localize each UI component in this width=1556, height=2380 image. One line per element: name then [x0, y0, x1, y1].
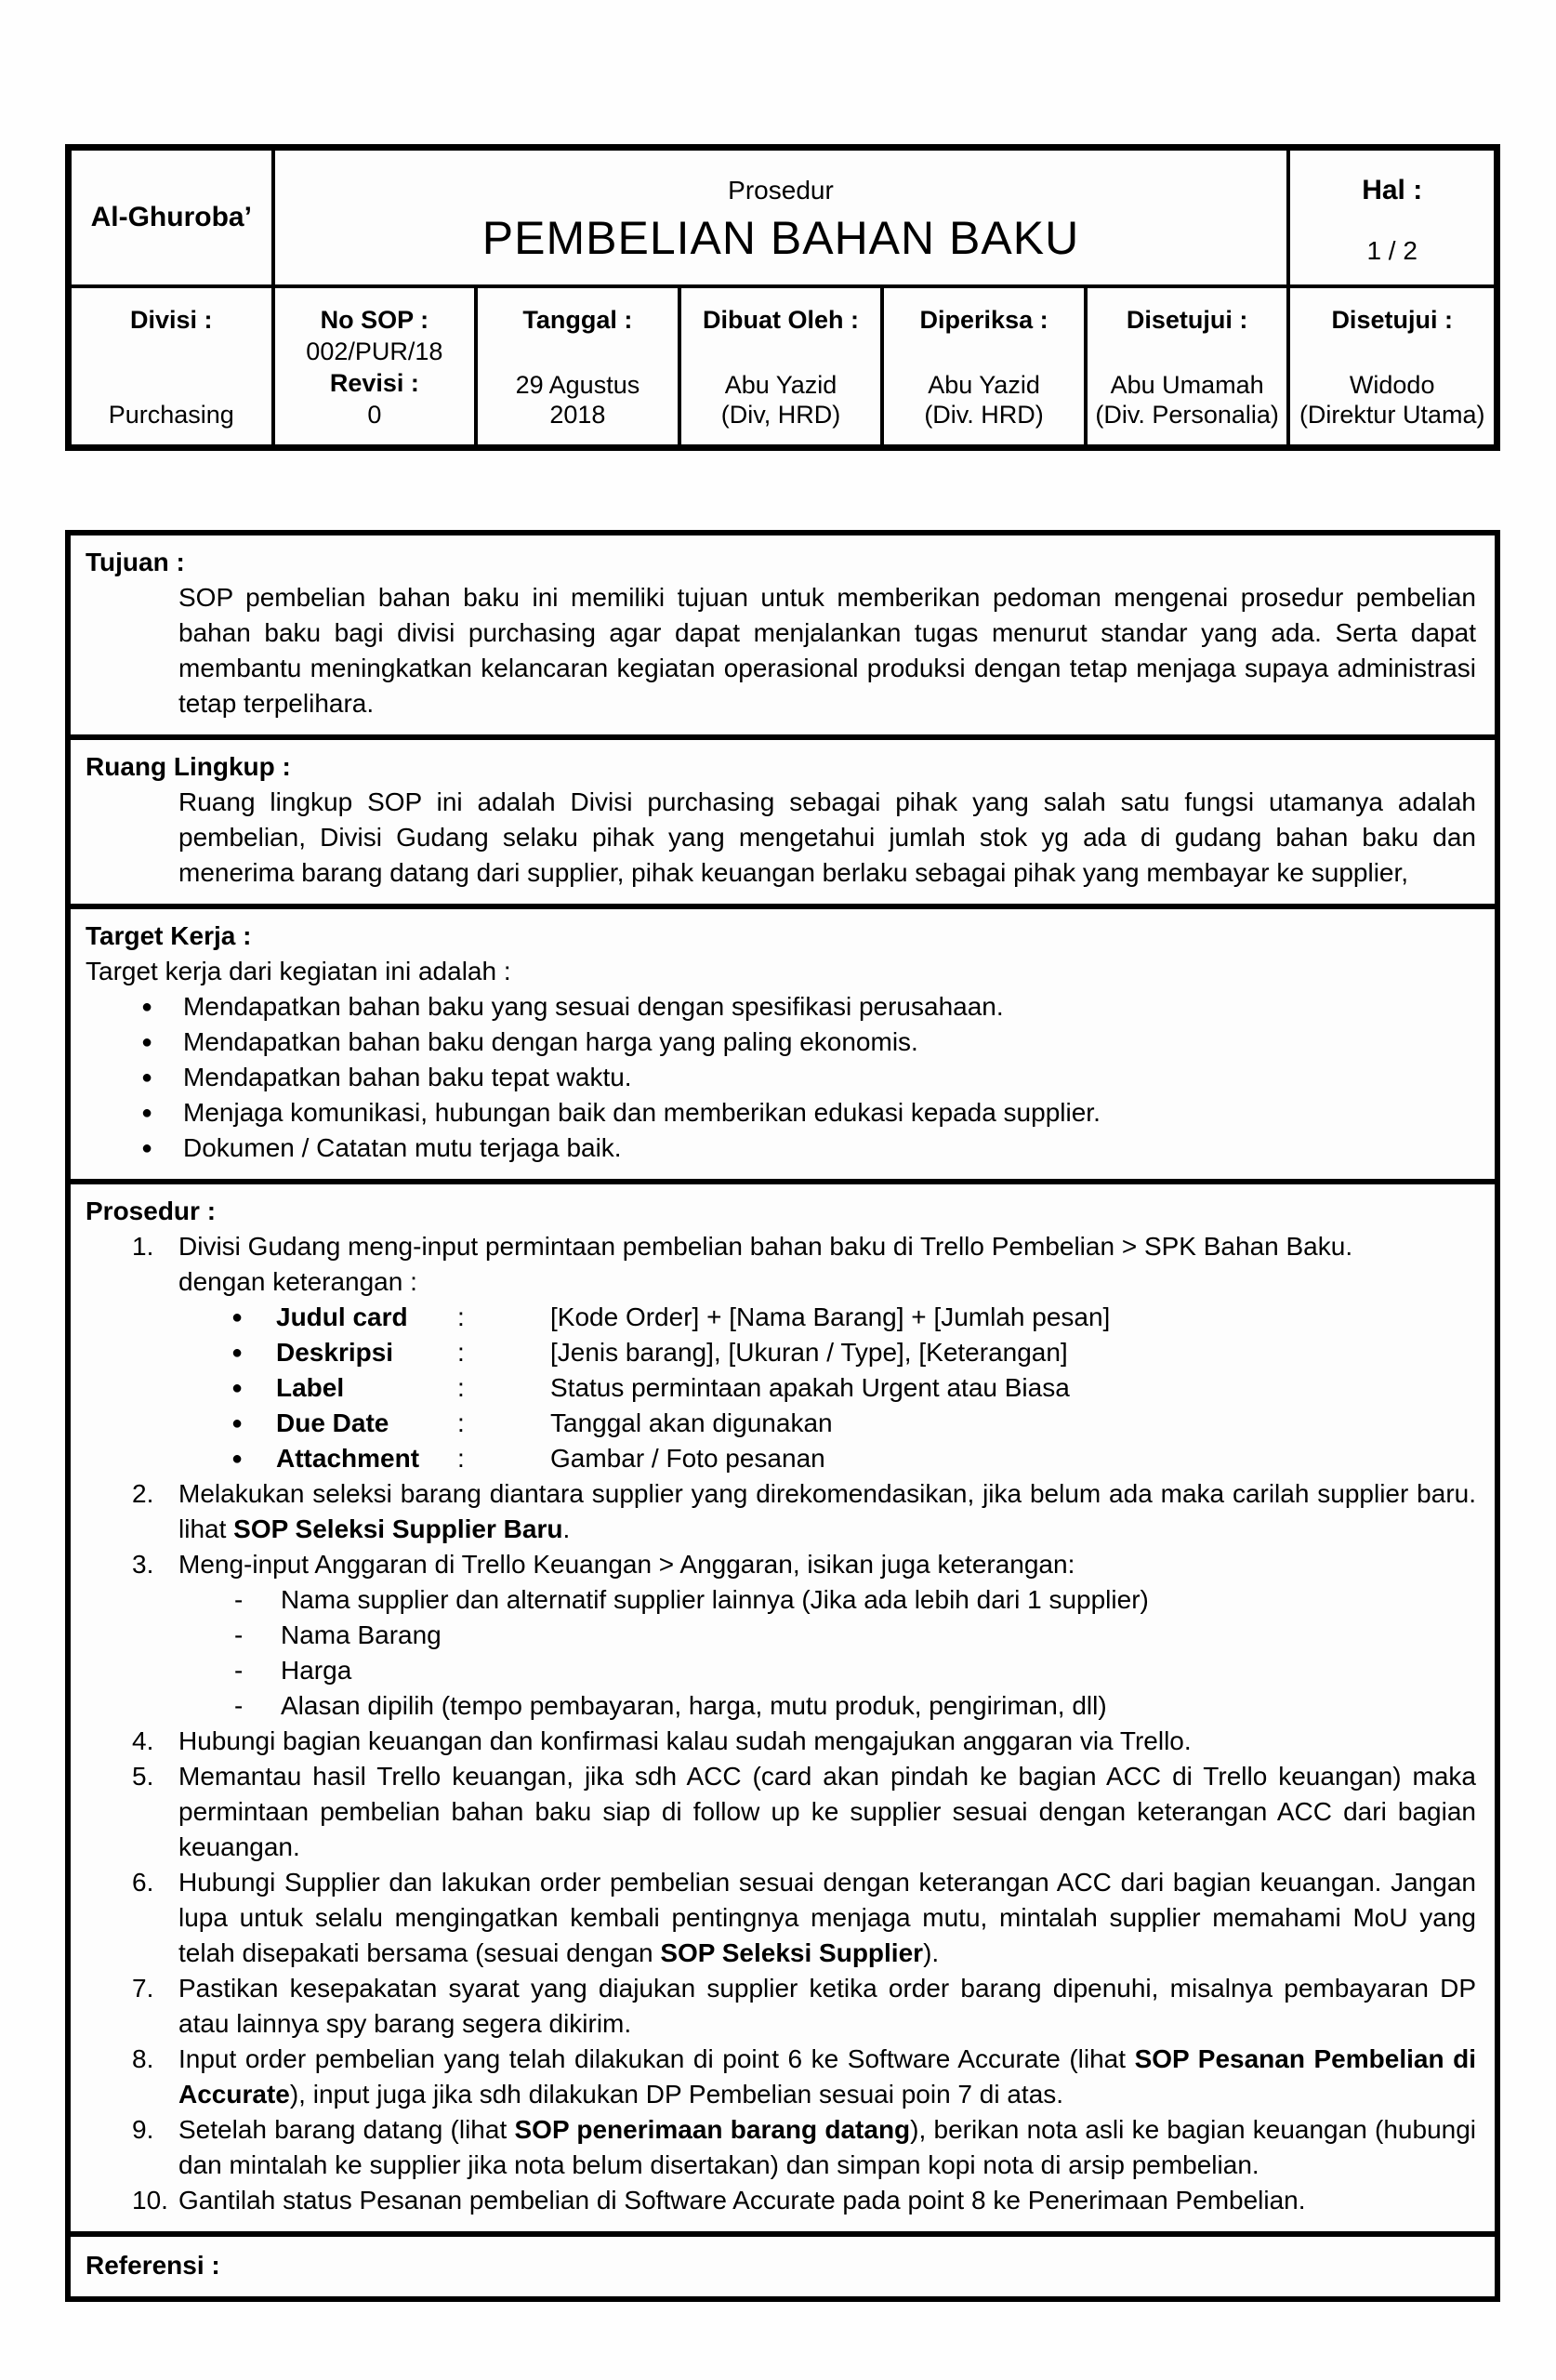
approval-value: Abu Umamah	[1110, 371, 1264, 399]
bullet-icon: ●	[231, 1413, 244, 1434]
prosedur-item-number: 3.	[132, 1550, 154, 1579]
section-target-kerja	[65, 904, 1500, 1184]
bullet-icon: ●	[231, 1307, 244, 1328]
prosedur-item-number: 8.	[132, 2044, 154, 2073]
approval-cell	[72, 288, 275, 444]
prosedur-item-number: 6.	[132, 1868, 154, 1897]
dash-icon: -	[234, 1656, 244, 1685]
detail-colon-row	[231, 1406, 1476, 1441]
prosedur-item	[132, 2112, 1476, 2183]
detail-dash-row	[234, 1618, 1476, 1653]
section-heading-target-kerja: Target Kerja :	[86, 921, 252, 950]
bold-reference-text: SOP penerimaan barang datang	[514, 2115, 911, 2144]
prosedur-item-text	[178, 1476, 1476, 1547]
dash-icon: -	[234, 1691, 244, 1720]
text-segment: ), berikan nota asli ke bagian keuangan (hubungi dan mintalah ke supplier jika nota belum disertakan) dan simpan kopi nota di arsip pembelian.	[178, 2115, 1477, 2179]
page-number-value: 1 / 2	[1366, 236, 1418, 265]
detail-colon: :	[457, 1302, 465, 1331]
text-segment: Setelah barang datang (lihat	[178, 2115, 515, 2144]
detail-value: Tanggal akan digunakan	[550, 1408, 833, 1437]
approval-label: Dibuat Oleh :	[702, 306, 859, 334]
text-segment: Divisi Gudang meng-input permintaan pembelian bahan baku di Trello Pembelian > SPK Bahan Baku.	[178, 1232, 1353, 1261]
dash-icon: -	[234, 1620, 244, 1649]
section-prosedur	[65, 1179, 1500, 2237]
approval-cell	[275, 288, 479, 444]
detail-value: [Kode Order] + [Nama Barang] + [Jumlah pesan]	[550, 1302, 1111, 1331]
bullet-icon: ●	[141, 1138, 153, 1158]
bold-reference-text: SOP Seleksi Supplier	[660, 1938, 924, 1967]
text-segment: dengan keterangan :	[178, 1267, 417, 1296]
prosedur-item-number: 4.	[132, 1726, 154, 1755]
approval-value: Abu Yazid	[928, 371, 1040, 399]
detail-label: Due Date	[276, 1408, 389, 1437]
text-segment: .	[562, 1514, 571, 1543]
prosedur-item	[132, 1547, 1476, 1582]
target-bullet-text: Menjaga komunikasi, hubungan baik dan memberikan edukasi kepada supplier.	[183, 1098, 1101, 1127]
target-bullet-item	[141, 1025, 1476, 1060]
prosedur-item	[132, 1971, 1476, 2042]
prosedur-item	[132, 1759, 1476, 1865]
target-bullet-item	[141, 989, 1476, 1025]
prosedur-item-text	[178, 2112, 1476, 2183]
detail-dash-row	[234, 1688, 1476, 1724]
target-bullet-text: Dokumen / Catatan mutu terjaga baik.	[183, 1133, 622, 1162]
prosedur-item-number: 5.	[132, 1762, 154, 1791]
target-kerja-intro: Target kerja dari kegiatan ini adalah :	[86, 957, 511, 985]
detail-label: Judul card	[276, 1302, 408, 1331]
prosedur-item-text	[178, 1229, 1476, 1300]
target-bullet-item	[141, 1060, 1476, 1095]
detail-label: Deskripsi	[276, 1338, 394, 1367]
title-cell	[275, 151, 1291, 288]
approval-org: (Direktur Utama)	[1299, 401, 1485, 429]
section-heading-tujuan: Tujuan :	[86, 548, 185, 576]
prosedur-item-text	[178, 1724, 1476, 1759]
bullet-icon: ●	[231, 1448, 244, 1469]
ruang-lingkup-paragraph: Ruang lingkup SOP ini adalah Divisi purchasing sebagai pihak yang salah satu fungsi utamanya adalah pembelian, Divisi Gudang selaku pihak yang mengetahui jumlah stok yg ada di gudang bahan baku dan menerima barang datang dari supplier, pihak keuangan berlaku sebagai pihak yang membayar ke supplier,	[178, 787, 1476, 887]
text-segment: Melakukan seleksi barang diantara supplier yang direkomendasikan, jika belum ada maka carilah supplier baru. lihat	[178, 1479, 1476, 1543]
text-segment: Input order pembelian yang telah dilakukan di point 6 ke Software Accurate (lihat	[178, 2044, 1135, 2073]
page-number-cell	[1290, 151, 1494, 288]
detail-value: Harga	[281, 1656, 352, 1685]
page-title: PEMBELIAN BAHAN BAKU	[481, 212, 1080, 264]
prosedur-item-text	[178, 2183, 1476, 2218]
approval-label: Diperiksa :	[919, 306, 1048, 334]
detail-label: Attachment	[276, 1444, 420, 1473]
prosedur-item-number: 10.	[132, 2186, 168, 2215]
detail-colon: :	[457, 1444, 465, 1473]
approval-value-block	[1095, 370, 1279, 430]
prosedur-item-text	[178, 1971, 1476, 2042]
approval-value: Purchasing	[108, 401, 234, 429]
approval-value-block	[1299, 370, 1485, 430]
org-name: Al-Ghuroba’	[72, 151, 275, 288]
text-segment: Pastikan kesepakatan syarat yang diajukan supplier ketika order barang dipenuhi, misalnya pembayaran DP atau lainnya spy barang segera dikirim.	[178, 1974, 1476, 2038]
target-bullet-item	[141, 1095, 1476, 1130]
section-heading-ruang-lingkup: Ruang Lingkup :	[86, 752, 291, 781]
approval-value: 002/PUR/18	[306, 337, 443, 365]
text-segment: Hubungi Supplier dan lakukan order pembelian sesuai dengan keterangan ACC dari bagian keuangan. Jangan lupa untuk selalu mengingatkan kembali pentingnya menjaga mutu, mintalah supplier memahami MoU yang telah disepakati bersama (sesuai dengan	[178, 1868, 1476, 1967]
approval-label: No SOP :	[320, 306, 429, 334]
detail-colon: :	[457, 1408, 465, 1437]
detail-label: Label	[276, 1373, 345, 1402]
prosedur-item	[132, 2183, 1476, 2218]
approval-org: (Div. Personalia)	[1095, 401, 1279, 429]
detail-colon-row	[231, 1335, 1476, 1370]
detail-colon-row	[231, 1300, 1476, 1335]
text-segment: Hubungi bagian keuangan dan konfirmasi kalau sudah mengajukan anggaran via Trello.	[178, 1726, 1192, 1755]
prosedur-item-text	[178, 1547, 1476, 1582]
bullet-icon: ●	[231, 1378, 244, 1398]
prosedur-item-number: 9.	[132, 2115, 154, 2144]
section-heading-referensi: Referensi :	[86, 2251, 220, 2280]
approval-value: 29 Agustus 2018	[515, 371, 640, 429]
bullet-icon: ●	[141, 1103, 153, 1123]
detail-value: [Jenis barang], [Ukuran / Type], [Keterangan]	[550, 1338, 1068, 1367]
prosedur-item-number: 1.	[132, 1232, 154, 1261]
approval-cell	[681, 288, 885, 444]
detail-value: Gambar / Foto pesanan	[550, 1444, 825, 1473]
prosedur-item-text	[178, 2042, 1476, 2112]
detail-colon: :	[457, 1373, 465, 1402]
section-referensi	[65, 2231, 1500, 2302]
bullet-icon: ●	[231, 1342, 244, 1363]
target-kerja-bullet-list	[86, 989, 1476, 1166]
text-segment: Memantau hasil Trello keuangan, jika sdh ACC (card akan pindah ke bagian ACC di Trello keuangan) maka permintaan pembelian bahan baku siap di follow up ke supplier sesuai dengan keterangan ACC dari bagian keuangan.	[178, 1762, 1476, 1861]
prosedur-item	[132, 1229, 1476, 1300]
text-segment: Meng-input Anggaran di Trello Keuangan > Anggaran, isikan juga keterangan:	[178, 1550, 1075, 1579]
bullet-icon: ●	[141, 997, 153, 1017]
bold-reference-text: SOP Pesanan Pembelian di Accurate	[178, 2044, 1476, 2109]
target-bullet-text: Mendapatkan bahan baku tepat waktu.	[183, 1063, 632, 1091]
prosedur-item	[132, 1476, 1476, 1547]
approval-cell	[884, 288, 1088, 444]
sop-header-table	[65, 144, 1500, 451]
prosedur-list	[86, 1229, 1476, 2218]
bold-reference-text: SOP Seleksi Supplier Baru	[233, 1514, 563, 1543]
prosedur-item	[132, 1865, 1476, 1971]
detail-dash-row	[234, 1582, 1476, 1618]
detail-value: Nama supplier dan alternatif supplier lainnya (Jika ada lebih dari 1 supplier)	[281, 1585, 1149, 1614]
text-segment: ).	[923, 1938, 940, 1967]
prosedur-item-number: 2.	[132, 1479, 154, 1508]
section-ruang-lingkup	[65, 734, 1500, 909]
prosedur-item-number: 7.	[132, 1974, 154, 2003]
detail-value: Nama Barang	[281, 1620, 442, 1649]
approval-value-block	[924, 370, 1043, 430]
approval-label: Disetujui :	[1331, 306, 1453, 334]
approval-label: Revisi :	[329, 369, 419, 397]
detail-colon-row	[231, 1441, 1476, 1476]
prosedur-item	[132, 2042, 1476, 2112]
approval-cell	[478, 288, 681, 444]
doc-type-label: Prosedur	[728, 176, 834, 205]
target-bullet-text: Mendapatkan bahan baku dengan harga yang paling ekonomis.	[183, 1027, 918, 1056]
prosedur-item-text	[178, 1865, 1476, 1971]
approval-label: Divisi :	[130, 306, 213, 334]
detail-colon-row	[231, 1370, 1476, 1406]
bullet-icon: ●	[141, 1032, 153, 1052]
detail-value: Status permintaan apakah Urgent atau Biasa	[550, 1373, 1070, 1402]
approval-label: Disetujui :	[1126, 306, 1248, 334]
text-segment: Gantilah status Pesanan pembelian di Software Accurate pada point 8 ke Penerimaan Pembelian.	[178, 2186, 1306, 2215]
detail-colon: :	[457, 1338, 465, 1367]
approval-value: Widodo	[1349, 371, 1435, 399]
section-tujuan	[65, 530, 1500, 740]
approval-org: (Div, HRD)	[720, 401, 841, 429]
page-number-label: Hal :	[1362, 175, 1423, 205]
detail-dash-row	[234, 1653, 1476, 1688]
prosedur-item-text	[178, 1759, 1476, 1865]
target-bullet-item	[141, 1130, 1476, 1166]
approval-cell	[1290, 288, 1494, 444]
target-bullet-text: Mendapatkan bahan baku yang sesuai dengan spesifikasi perusahaan.	[183, 992, 1004, 1021]
approval-value-block	[721, 370, 840, 430]
text-segment: ), input juga jika sdh dilakukan DP Pembelian sesuai poin 7 di atas.	[289, 2080, 1064, 2109]
dash-icon: -	[234, 1585, 244, 1614]
approval-label: Tanggal :	[522, 306, 633, 334]
section-heading-prosedur: Prosedur :	[86, 1197, 217, 1225]
detail-value: Alasan dipilih (tempo pembayaran, harga, mutu produk, pengiriman, dll)	[281, 1691, 1107, 1720]
approval-cell	[1088, 288, 1291, 444]
bullet-icon: ●	[141, 1067, 153, 1088]
tujuan-paragraph: SOP pembelian bahan baku ini memiliki tujuan untuk memberikan pedoman mengenai prosedur pembelian bahan baku bagi divisi purchasing agar dapat menjalankan tugas menurut standar yang ada. Serta dapat membantu meningkatkan kelancaran kegiatan operasional produksi dengan tetap menjaga supaya administrasi tetap terpelihara.	[178, 583, 1476, 718]
approval-value: 0	[367, 401, 382, 429]
approval-value: Abu Yazid	[724, 371, 837, 399]
approval-org: (Div. HRD)	[924, 401, 1044, 429]
prosedur-item	[132, 1724, 1476, 1759]
